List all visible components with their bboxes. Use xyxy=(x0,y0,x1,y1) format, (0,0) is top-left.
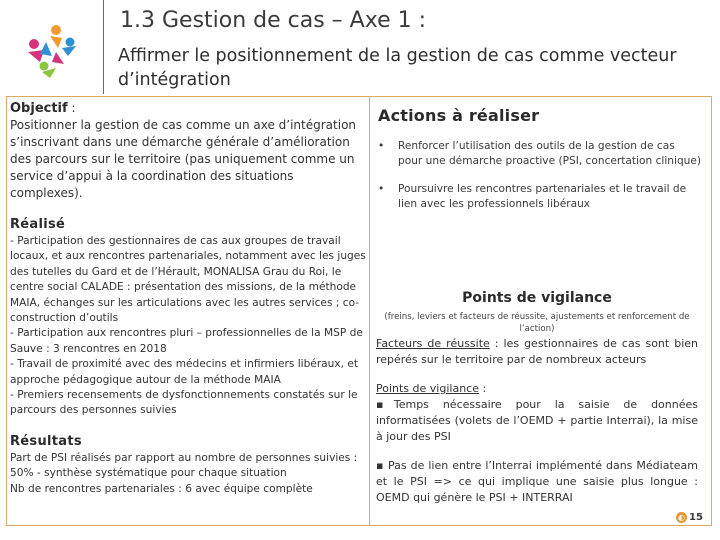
action-item xyxy=(374,182,702,212)
bullet-icon: • xyxy=(378,140,385,152)
vigilance-item: ▪ Pas de lien entre l’Interrai implémenté dans Médiateam et le PSI => ce qui implique une saisie plus longue : OEMD qui génère le PSI + INTERRAI xyxy=(376,459,698,504)
column-divider xyxy=(369,96,370,526)
page-badge-icon: ◐ xyxy=(676,512,687,523)
resultats-heading: Résultats xyxy=(10,433,82,449)
actions-heading: Actions à réaliser xyxy=(378,106,540,125)
page-number xyxy=(676,512,703,523)
left-column xyxy=(10,100,366,497)
resultats-item: Part de PSI réalisés par rapport au nombre de personnes suivies : 50% - synthèse systématique pour chaque situation xyxy=(10,451,358,480)
maia-logo-icon xyxy=(22,22,80,80)
objectif-text: Positionner la gestion de cas comme un axe d’intégration s’inscrivant dans une démarche générale d’amélioration des parcours sur le territoire (pas uniquement comme un service d’appui à la coordination des situations complexes). xyxy=(10,118,357,200)
realise-item: - Travail de proximité avec des médecins et infirmiers libéraux, et approche pédagogique autour de la méthode MAIA xyxy=(10,358,359,386)
header xyxy=(0,0,720,94)
actions-list xyxy=(374,139,708,212)
facteurs-label: Facteurs de réussite xyxy=(376,337,490,350)
right-column xyxy=(374,100,708,225)
realise-item: - Premiers recensements de dysfonctionnements constatés sur le parcours des personnes suivies xyxy=(10,389,358,417)
realise-item: - Participation aux rencontres pluri – professionnelles de la MSP de Sauve : 3 rencontres en 2018 xyxy=(10,327,363,355)
action-item xyxy=(374,139,702,169)
realise-item: - Participation des gestionnaires de cas aux groupes de travail locaux, et aux rencontres partenariales, notamment avec les juges des tutelles du Gard et de l’Hérault, MONALISA Grau du Roi, le centre social CALADE : présentation des missions, de la méthode MAIA, échanges sur les articulations avec les autres services ; co-construction d’outils xyxy=(10,235,366,325)
objectif-colon: : xyxy=(67,101,76,115)
page-number-text: 15 xyxy=(689,512,703,523)
vigilance-paragraph xyxy=(376,381,698,445)
action-text: Poursuivre les rencontres partenariales et le travail de lien avec les professionnels libéraux xyxy=(398,183,687,210)
header-divider xyxy=(103,0,104,94)
vigilance-heading: Points de vigilance xyxy=(462,290,612,306)
objectif-section xyxy=(10,100,366,202)
vigilance-colon: : xyxy=(478,382,487,395)
vigilance-item: ▪Temps nécessaire pour la saisie de données informatisées (volets de l’OEMD + partie Interrai), la mise à jour des PSI xyxy=(376,398,698,443)
objectif-heading: Objectif xyxy=(10,101,68,116)
vigilance-subtitle: (freins, leviers et facteurs de réussite, ajustements et renforcement de l’action) xyxy=(384,312,690,334)
page-title: 1.3 Gestion de cas – Axe 1 : xyxy=(120,8,427,33)
facteurs-paragraph xyxy=(376,336,698,368)
vigilance-label: Points de vigilance xyxy=(376,382,479,395)
resultats-list xyxy=(10,451,366,497)
page-subtitle: Affirmer le positionnement de la gestion de cas comme vecteur d’intégration xyxy=(118,46,677,90)
vigilance-body xyxy=(376,336,698,506)
resultats-item: Nb de rencontres partenariales : 6 avec équipe complète xyxy=(10,482,313,495)
bullet-icon: • xyxy=(378,183,385,195)
realise-heading: Réalisé xyxy=(10,217,66,232)
action-text: Renforcer l’utilisation des outils de la gestion de cas pour une démarche proactive (PSI, concertation clinique) xyxy=(398,140,702,167)
realise-list xyxy=(10,234,366,419)
facteurs-text: : les gestionnaires de cas sont bien repérés sur le territoire par de nombreux acteurs xyxy=(376,337,698,366)
